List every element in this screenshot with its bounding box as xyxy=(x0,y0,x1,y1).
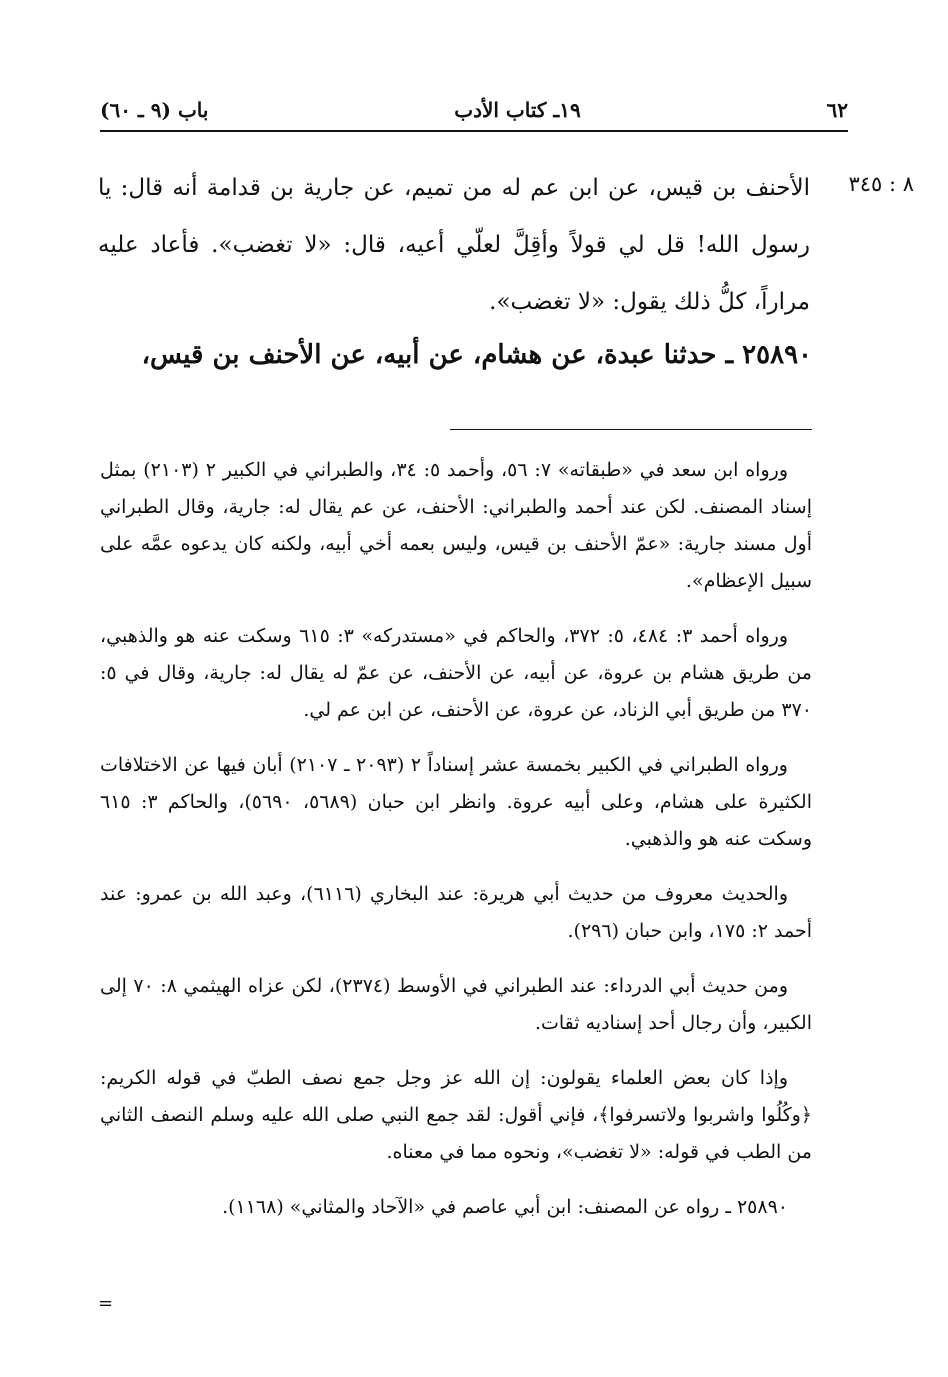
footnotes xyxy=(100,452,812,1238)
book-title: ١٩ـ كتاب الأدب xyxy=(454,98,581,122)
verse-reference: ٨ : ٣٤٥ xyxy=(848,172,914,196)
footnote-paragraph: ومن حديث أبي الدرداء: عند الطبراني في الأوسط (٢٣٧٤)، لكن عزاه الهيثمي ٨: ٧٠ إلى الكبير، وأن رجال أحد إسناديه ثقات. xyxy=(100,975,812,1034)
hadith-isnad-line: ٢٥٨٩٠ ـ حدثنا عبدة، عن هشام، عن أبيه، عن الأحنف بن قيس، xyxy=(141,340,812,370)
chapter-label: باب (٩ ـ ٦٠) xyxy=(100,98,209,122)
page-number: ٦٢ xyxy=(826,98,848,122)
footnote-paragraph: ورواه الطبراني في الكبير بخمسة عشر إسناداً ٢ (٢٠٩٣ ـ ٢١٠٧) أبان فيها عن الاختلافات الكثيرة على هشام، وعلى أبيه عروة. وانظر ابن حبان (٥٦٨٩، ٥٦٩٠)، والحاكم ٣: ٦١٥ وسكت عنه هو والذهبي. xyxy=(100,754,812,850)
footnote-paragraph: ٢٥٨٩٠ ـ رواه عن المصنف: ابن أبي عاصم في «الآحاد والمثاني» (١١٦٨). xyxy=(222,1196,788,1218)
continuation-mark: = xyxy=(98,1293,114,1314)
header-rule xyxy=(100,130,848,132)
footnote-paragraph: والحديث معروف من حديث أبي هريرة: عند البخاري (٦١١٦)، وعبد الله بن عمرو: عند أحمد ٢: ١٧٥، وابن حبان (٢٩٦). xyxy=(100,883,812,942)
bleed-through-text xyxy=(130,296,790,311)
footnote-paragraph: ورواه أحمد ٣: ٤٨٤، ٥: ٣٧٢، والحاكم في «مستدركه» ٣: ٦١٥ وسكت عنه هو والذهبي، من طريق هشام بن عروة، عن أبيه، عن الأحنف، عن عمّ له يقال له: جارية، وقال في ٥: ٣٧٠ من طريق أبي الزناد، عن عروة، عن الأحنف، عن ابن عم لي. xyxy=(100,625,812,721)
footnote-paragraph: ورواه ابن سعد في «طبقاته» ٧: ٥٦، وأحمد ٥: ٣٤، والطبراني في الكبير ٢ (٢١٠٣) بمثل إسناد المصنف. لكن عند أحمد والطبراني: الأحنف، عن عم يقال له: جارية، وقال الطبراني أول مسند جارية: «عمّ الأحنف بن قيس، وليس بعمه أخي أبيه، ولكنه كان يدعوه عمَّه على سبيل الإعظام». xyxy=(100,459,812,592)
hadith-text: الأحنف بن قيس، عن ابن عم له من تميم، عن جارية بن قدامة أنه قال: يا رسول الله! قل لي قولاً وأقِلَّ لعلّي أعيه، قال: «لا تغضب». فأعاد عليه مراراً، كلُّ ذلك يقول: «لا تغضب». xyxy=(98,175,810,315)
footnote-paragraph: وإذا كان بعض العلماء يقولون: إن الله عز وجل جمع نصف الطبّ في قوله الكريم: ﴿وكُلُوا واشربوا ولاتسرفوا﴾، فإني أقول: لقد جمع النبي صلى الله عليه وسلم النصف الثاني من الطب في قوله: «لا تغضب»، ونحوه مما في معناه. xyxy=(100,1067,812,1163)
page-header xyxy=(100,92,848,128)
footnote-rule xyxy=(450,429,812,430)
